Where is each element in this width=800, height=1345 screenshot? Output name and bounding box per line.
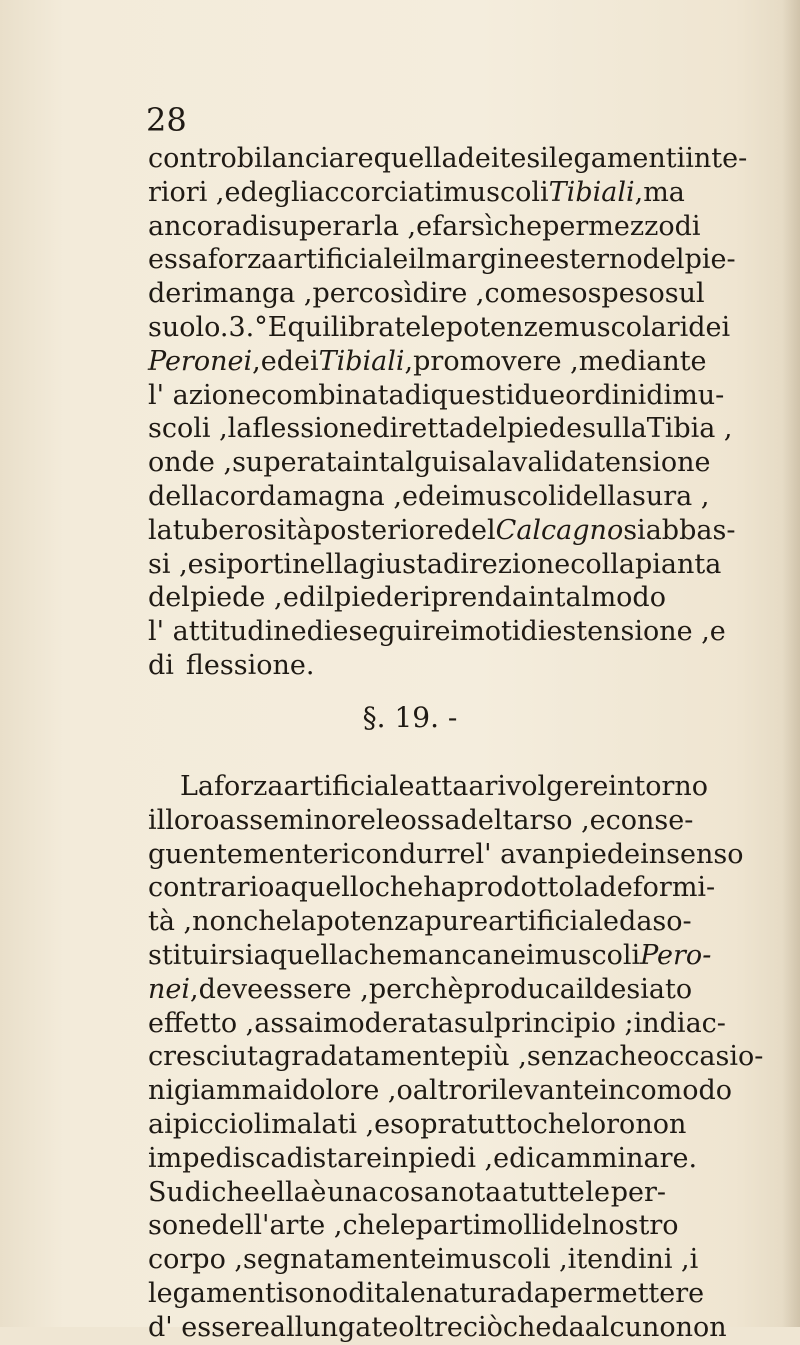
- word: in: [528, 582, 555, 614]
- word: giammai: [174, 1075, 292, 1107]
- text-line: [148, 905, 692, 939]
- word: quella: [373, 143, 458, 174]
- text-line: [148, 1108, 687, 1142]
- text-line: [148, 176, 685, 210]
- word: nostro: [591, 1210, 679, 1242]
- text-line: [148, 1074, 733, 1108]
- word: nota: [440, 1176, 502, 1208]
- word: Tibiali: [318, 345, 405, 377]
- word: si ,: [148, 548, 188, 580]
- word: e: [416, 210, 433, 242]
- word: diretta: [372, 413, 465, 445]
- word: che: [211, 1176, 260, 1208]
- word: sono: [284, 1277, 349, 1309]
- word: assai: [254, 1007, 323, 1039]
- text-line: [148, 345, 707, 379]
- word: più ,: [466, 1041, 527, 1073]
- word: moti: [459, 616, 521, 648]
- word: esterno: [539, 244, 643, 276]
- word: sone: [148, 1210, 212, 1242]
- word: superarla ,: [267, 210, 417, 242]
- word-group: [549, 176, 644, 210]
- word: inte-: [685, 143, 748, 174]
- word: sura ,: [631, 480, 710, 512]
- word: intorno: [608, 771, 709, 802]
- word: flessione.: [185, 649, 315, 681]
- word: muscoli: [459, 480, 566, 512]
- word: corda: [214, 480, 293, 512]
- word: potenze: [445, 311, 554, 343]
- word: nei: [148, 973, 191, 1005]
- text-line: [148, 277, 705, 311]
- word: tutto: [466, 1108, 533, 1140]
- text-line: [148, 649, 666, 683]
- word: guisa: [414, 447, 488, 479]
- page-number: 28: [146, 101, 187, 139]
- text-line: [148, 615, 726, 649]
- word: perchè: [368, 973, 464, 1005]
- word: stare: [312, 1142, 383, 1174]
- word: deformi-: [599, 872, 716, 904]
- word: quello: [290, 872, 375, 904]
- word: 3.°: [228, 311, 268, 343]
- word: artificiale: [277, 244, 409, 276]
- word: moderata: [322, 1007, 454, 1039]
- word: ossa: [400, 804, 461, 836]
- word: due: [514, 379, 566, 411]
- word: forza: [214, 771, 284, 802]
- word: far: [432, 210, 472, 242]
- word: pianta: [635, 548, 722, 580]
- word: ac-: [685, 1007, 726, 1039]
- word: il: [575, 973, 594, 1005]
- word: legamenti: [548, 143, 686, 174]
- paragraph-1: [148, 142, 748, 683]
- word: camminare.: [535, 1142, 698, 1174]
- word: tal: [378, 447, 415, 479]
- text-line: [148, 1040, 764, 1074]
- word: Peronei: [148, 345, 253, 377]
- word: so-: [652, 906, 692, 938]
- word: muscoli: [534, 939, 641, 971]
- word: le: [421, 311, 446, 343]
- word: del: [549, 1210, 592, 1242]
- word: pure: [424, 906, 489, 938]
- word: in: [352, 447, 379, 479]
- word: natura: [425, 1277, 517, 1309]
- word: a: [274, 872, 291, 904]
- word: stituirsi: [148, 939, 254, 971]
- word-group: [148, 973, 199, 1007]
- word: suolo.: [148, 311, 229, 343]
- word: scoli ,: [148, 413, 228, 445]
- word: per: [542, 210, 589, 242]
- word: rivolgere: [484, 771, 609, 802]
- word: il: [316, 582, 334, 614]
- word: oltre: [398, 1311, 463, 1343]
- word: di: [520, 616, 547, 648]
- word: ancora: [148, 210, 242, 242]
- word: e: [401, 480, 418, 512]
- word: artificiale: [488, 906, 620, 938]
- word: posteriore: [312, 514, 454, 546]
- word-group: [319, 345, 414, 379]
- word: corpo ,: [148, 1244, 243, 1276]
- word: tale: [374, 1277, 426, 1309]
- word: la: [227, 413, 253, 445]
- word: dei: [417, 480, 460, 512]
- word: La: [180, 771, 215, 802]
- word: la: [291, 906, 317, 938]
- paragraph-2: [148, 770, 764, 1345]
- word: in: [640, 838, 667, 870]
- word: malati ,: [271, 1108, 375, 1140]
- word: piccioli: [172, 1108, 272, 1140]
- word: i: [689, 1244, 699, 1276]
- word: che: [342, 1210, 391, 1242]
- word: sospeso: [557, 278, 665, 310]
- word: porti: [226, 548, 293, 580]
- word: del: [464, 413, 507, 445]
- word: dei: [457, 143, 500, 174]
- word: del: [453, 514, 496, 546]
- word: ella: [260, 1176, 310, 1208]
- word: forza: [207, 244, 278, 276]
- word: giusta: [358, 548, 443, 580]
- text-line: [148, 1142, 698, 1176]
- word: che: [604, 1041, 653, 1073]
- word: di: [241, 210, 268, 242]
- word: una: [327, 1176, 378, 1208]
- word: a: [468, 771, 485, 802]
- word: colla: [570, 548, 635, 580]
- word: mediante: [578, 345, 707, 377]
- word-group: [148, 345, 261, 379]
- word: ,: [404, 345, 414, 377]
- word: del: [642, 244, 685, 276]
- text-line: [148, 1209, 679, 1243]
- word: sopra: [390, 1108, 467, 1140]
- word: il: [408, 244, 426, 276]
- word: la: [487, 447, 513, 479]
- word: dolore ,: [292, 1075, 397, 1107]
- word: i: [567, 1244, 577, 1276]
- word: di: [509, 1142, 536, 1174]
- word: piede: [334, 582, 410, 614]
- word: arte ,: [269, 1210, 343, 1242]
- word: da: [516, 1277, 550, 1309]
- word: tuberosità: [172, 514, 313, 546]
- word: produca: [463, 973, 576, 1005]
- word: incomodo: [599, 1075, 733, 1107]
- word: la: [574, 872, 600, 904]
- text-line: [148, 1277, 705, 1311]
- word: di: [674, 210, 701, 242]
- text-line: [148, 243, 736, 277]
- word: artificiale: [283, 771, 415, 802]
- word: a: [253, 939, 270, 971]
- word: tensione: [594, 447, 711, 479]
- word: modo: [590, 582, 666, 614]
- word: direzione: [442, 548, 571, 580]
- word: dell': [211, 1210, 270, 1242]
- word: loro: [581, 1108, 636, 1140]
- word: senza: [526, 1041, 605, 1073]
- text-line: [148, 379, 725, 413]
- word: de: [148, 278, 182, 310]
- word: tà ,: [148, 906, 193, 938]
- word: del: [148, 582, 190, 614]
- word: non: [192, 906, 244, 938]
- word: deve: [198, 973, 264, 1005]
- word: e: [187, 548, 204, 580]
- word: le: [390, 1210, 416, 1242]
- word: e: [224, 176, 241, 208]
- word: muscoli ,: [445, 1244, 568, 1276]
- word: tesi: [499, 143, 549, 174]
- word: del: [460, 804, 503, 836]
- word: e: [260, 345, 277, 377]
- word: di: [306, 616, 333, 648]
- word: in: [382, 1142, 409, 1174]
- word: che: [243, 906, 292, 938]
- word: rimanga ,: [181, 278, 313, 310]
- word: Pero-: [640, 939, 712, 971]
- word: della: [148, 480, 215, 512]
- text-line: [148, 838, 744, 872]
- word: Su: [148, 1176, 184, 1208]
- word: ma: [643, 176, 685, 208]
- section-heading: §. 19. -: [362, 701, 458, 734]
- word: tal: [554, 582, 591, 614]
- word: di: [348, 1277, 375, 1309]
- word: eseguire: [332, 616, 451, 648]
- word: di: [286, 1142, 313, 1174]
- word: d' essere: [148, 1311, 270, 1343]
- word: che: [374, 872, 424, 904]
- word: sul: [453, 1007, 494, 1039]
- word: di: [184, 1176, 211, 1208]
- word: alcuno: [584, 1311, 676, 1343]
- word: flessione: [252, 413, 373, 445]
- word: parti: [415, 1210, 482, 1242]
- word: ,: [252, 345, 261, 377]
- word: legamenti: [148, 1277, 285, 1309]
- word: che: [493, 210, 543, 242]
- word: e: [493, 1142, 510, 1174]
- word: mezzo: [588, 210, 675, 242]
- word: senso: [666, 838, 744, 870]
- word: impedisca: [148, 1142, 287, 1174]
- word: piede: [506, 413, 583, 445]
- word: Tibia ,: [646, 413, 733, 445]
- word: si: [623, 514, 646, 546]
- word: che: [532, 1108, 582, 1140]
- word: così: [358, 278, 413, 310]
- word: desiato: [593, 973, 693, 1005]
- word: le: [585, 1176, 611, 1208]
- word: ,: [190, 973, 199, 1005]
- word: dire ,: [412, 278, 485, 310]
- word: piedi ,: [408, 1142, 494, 1174]
- word: combinata: [261, 379, 405, 411]
- word: promovere ,: [413, 345, 579, 377]
- word: asse: [219, 804, 280, 836]
- word: ha: [423, 872, 457, 904]
- word: nella: [292, 548, 359, 580]
- word: rilevante: [477, 1075, 600, 1107]
- word: pie-: [684, 244, 736, 276]
- word: cresciuta: [148, 1041, 274, 1073]
- word: dei: [276, 345, 319, 377]
- word: occasio-: [652, 1041, 764, 1073]
- word: ricondurre: [328, 838, 476, 870]
- word: l' attitudine: [148, 616, 307, 648]
- word: dei: [688, 311, 731, 343]
- word: tarso ,: [502, 804, 590, 836]
- word: nei: [492, 939, 535, 971]
- word: che: [502, 1311, 552, 1343]
- word: molli: [481, 1210, 550, 1242]
- page-edge-shadow: [782, 0, 800, 1327]
- word: cosa: [378, 1176, 441, 1208]
- word: margine: [425, 244, 540, 276]
- word: muscoli: [443, 176, 549, 208]
- word: guentemente: [148, 838, 329, 870]
- word: non: [635, 1108, 687, 1140]
- word: ciò: [462, 1311, 503, 1343]
- word: l' avanpiede: [475, 838, 641, 870]
- word: tendini ,: [576, 1244, 690, 1276]
- text-line: [148, 446, 711, 480]
- word: quella: [269, 939, 354, 971]
- word: i: [436, 1244, 445, 1276]
- word: le: [375, 804, 401, 836]
- word: i: [450, 616, 460, 648]
- word: effetto ,: [148, 1007, 255, 1039]
- word: che: [353, 939, 403, 971]
- word: di: [646, 379, 673, 411]
- text-line: [148, 1243, 699, 1277]
- word: allungate: [269, 1311, 399, 1343]
- word: questi: [430, 379, 515, 411]
- word: controbilanciare: [148, 143, 374, 174]
- word: Equilibrate: [267, 311, 422, 343]
- word: ,: [634, 176, 644, 208]
- word: a: [501, 1176, 519, 1208]
- text-line: [148, 581, 666, 615]
- word: è: [310, 1176, 327, 1208]
- text-line: [148, 939, 712, 973]
- word: di: [148, 649, 174, 681]
- text-line: [148, 210, 701, 244]
- word: e: [709, 616, 726, 648]
- text-line: [148, 514, 736, 548]
- word: non: [675, 1311, 727, 1343]
- word: da: [551, 1311, 585, 1343]
- word: ordini: [565, 379, 647, 411]
- word: atta: [414, 771, 469, 802]
- word: magna ,: [292, 480, 402, 512]
- text-line: [148, 1007, 726, 1041]
- word: minore: [279, 804, 376, 836]
- text-line: [148, 871, 716, 905]
- word: si: [203, 548, 227, 580]
- word: principio ;: [493, 1007, 634, 1039]
- word: essa: [148, 244, 208, 276]
- word: o: [396, 1075, 413, 1107]
- word: Tibiali: [548, 176, 635, 208]
- word: e: [589, 804, 606, 836]
- word: accorciati: [308, 176, 444, 208]
- word: muscolari: [553, 311, 689, 343]
- word: di: [404, 379, 431, 411]
- word: riori ,: [148, 176, 225, 208]
- text-line: [148, 804, 694, 838]
- text-line: [148, 973, 693, 1007]
- word: prodotto: [456, 872, 575, 904]
- word: sì: [471, 210, 494, 242]
- word: ai: [148, 1108, 173, 1140]
- word: permettere: [549, 1277, 705, 1309]
- word: abbas-: [645, 514, 736, 546]
- text-line: [148, 311, 731, 345]
- word: da: [619, 906, 653, 938]
- text-line: [148, 770, 709, 804]
- word: potenza: [316, 906, 425, 938]
- word: piede ,: [190, 582, 283, 614]
- word: valida: [512, 447, 595, 479]
- word: come: [484, 278, 558, 310]
- word: contrario: [148, 872, 275, 904]
- word: loro: [165, 804, 220, 836]
- text-line: [148, 142, 748, 176]
- word: ed: [282, 582, 317, 614]
- word: segnatamente: [243, 1244, 437, 1276]
- word: e: [374, 1108, 391, 1140]
- word: riprenda: [409, 582, 528, 614]
- word: superata: [232, 447, 353, 479]
- word: mu-: [672, 379, 725, 411]
- word: ni: [148, 1075, 175, 1107]
- word: della: [565, 480, 632, 512]
- word: sulla: [582, 413, 647, 445]
- text-line: [148, 548, 722, 582]
- word: il: [148, 804, 166, 836]
- word: la: [148, 514, 173, 546]
- word: essere ,: [263, 973, 369, 1005]
- text-line: [148, 1176, 666, 1210]
- word: manca: [402, 939, 493, 971]
- word: Calcagno: [495, 514, 624, 546]
- word: degli: [240, 176, 309, 208]
- text-line: [148, 1311, 727, 1345]
- word: altro: [412, 1075, 478, 1107]
- word: per: [312, 278, 359, 310]
- word: conse-: [605, 804, 694, 836]
- word: indi: [633, 1007, 686, 1039]
- word: l' azione: [148, 379, 262, 411]
- text-line: [148, 412, 733, 446]
- word: gradatamente: [273, 1041, 467, 1073]
- word: sul: [664, 278, 705, 310]
- word: per-: [610, 1176, 666, 1208]
- word: tutte: [518, 1176, 585, 1208]
- text-line: [148, 480, 710, 514]
- word: estensione ,: [546, 616, 710, 648]
- word: onde ,: [148, 447, 233, 479]
